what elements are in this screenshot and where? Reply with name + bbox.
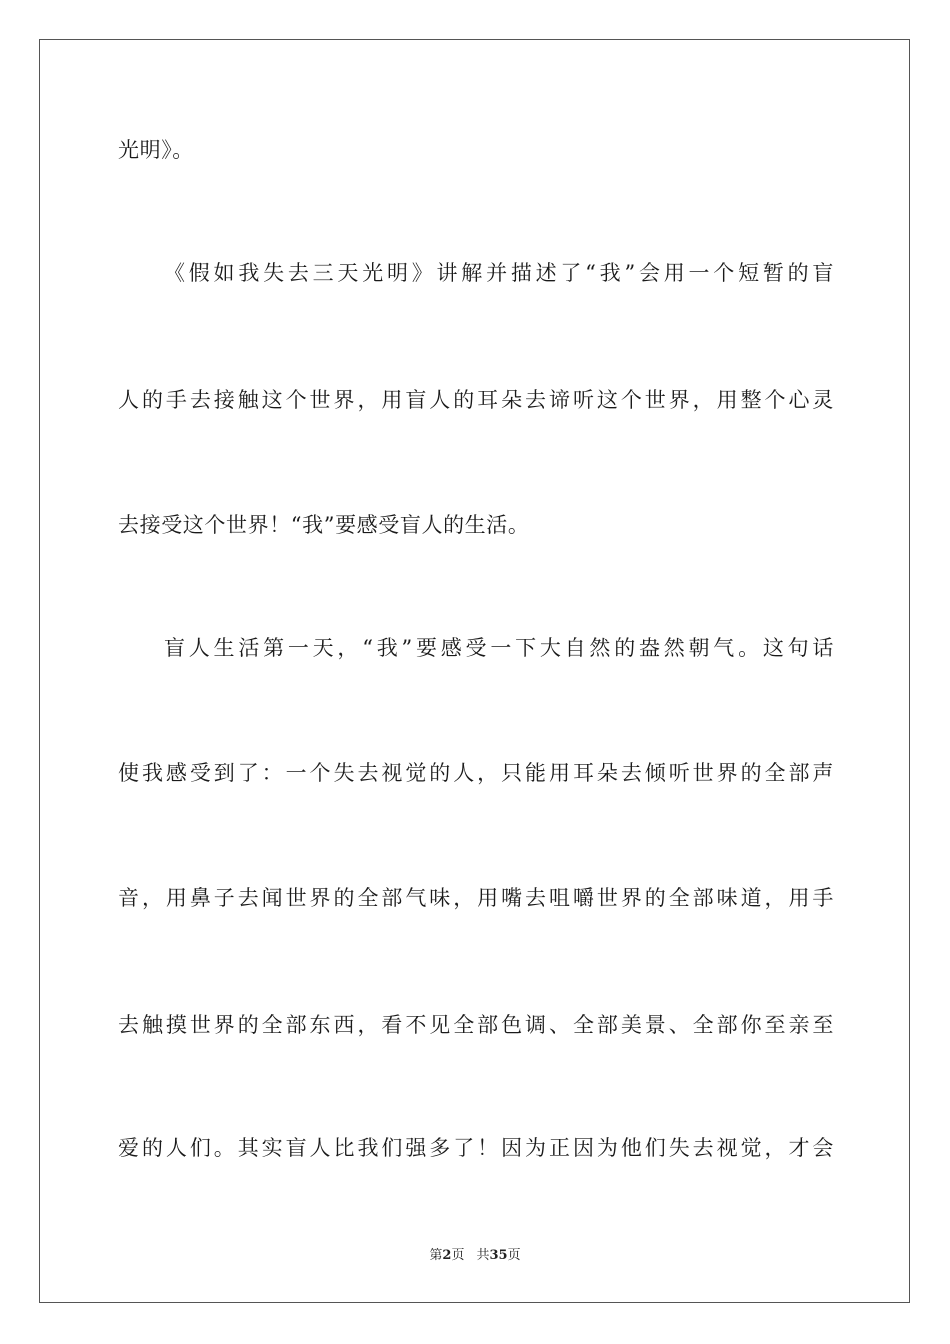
text-line-8: 去触摸世界的全部东西，看不见全部色调、全部美景、全部你至亲至 xyxy=(118,1013,834,1037)
text-line-2: 《假如我失去三天光明》讲解并描述了“我”会用一个短暂的盲 xyxy=(164,261,834,285)
total-prefix: 共 xyxy=(476,1248,490,1263)
text-line-7: 音，用鼻子去闻世界的全部气味，用嘴去咀嚼世界的全部味道，用手 xyxy=(118,886,834,910)
text-line-6: 使我感受到了：一个失去视觉的人，只能用耳朵去倾听世界的全部声 xyxy=(118,761,834,785)
page-prefix: 第 xyxy=(429,1248,443,1263)
total-suffix: 页 xyxy=(507,1248,521,1263)
page-total: 35 xyxy=(489,1248,508,1263)
page-suffix: 页 xyxy=(451,1248,465,1263)
text-line-9: 爱的人们。其实盲人比我们强多了！因为正因为他们失去视觉，才会 xyxy=(118,1136,834,1160)
page-current: 2 xyxy=(442,1248,452,1263)
text-line-4: 去接受这个世界！“我”要感受盲人的生活。 xyxy=(118,513,530,537)
page-border xyxy=(39,39,910,1303)
text-line-3: 人的手去接触这个世界，用盲人的耳朵去谛听这个世界，用整个心灵 xyxy=(118,388,834,412)
page-footer xyxy=(0,1247,950,1265)
text-line-5: 盲人生活第一天，“我”要感受一下大自然的盎然朝气。这句话 xyxy=(164,636,834,660)
text-line-1: 光明》。 xyxy=(118,138,194,162)
